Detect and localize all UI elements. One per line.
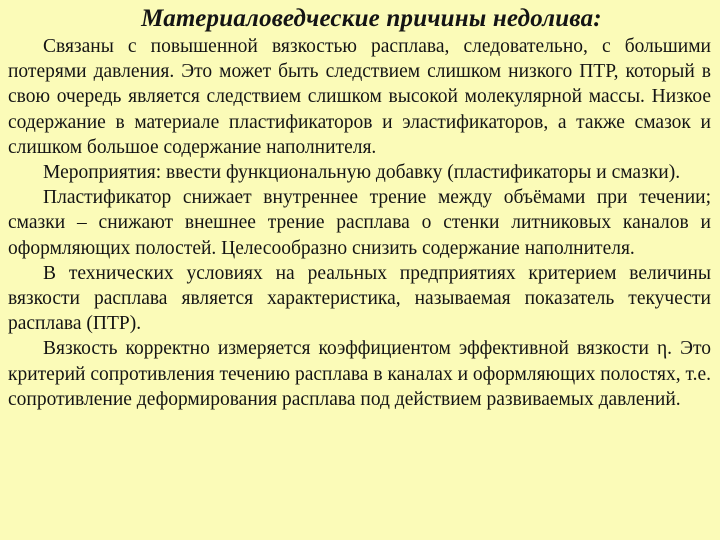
paragraph-causes: Связаны с повышенной вязкостью расплава, следовательно, с большими потерями давления. Это может быть следствием слишком низкого ПТР, который в свою очередь является следствием слишком высокой молекулярной массы. Низкое содержание в материале пластификаторов и эластификаторов, а также смазок и слишком большое содержание наполнителя. bbox=[8, 36, 711, 158]
paragraph-measures: Мероприятия: ввести функциональную добавку (пластификаторы и смазки). bbox=[43, 162, 681, 184]
paragraph-plasticizer: Пластификатор снижает внутреннее трение между объёмами при течении; смазки – снижают внешнее трение расплава о стенки литниковых каналов и оформляющих полостей. Целесообразно снизить содержание наполнителя. bbox=[8, 187, 711, 259]
slide-title: Материаловедческие причины недолива: bbox=[141, 5, 602, 32]
paragraph-technical-conditions: В технических условиях на реальных предприятиях критерием величины вязкости расплава является характеристика, называемая показатель текучести расплава (ПТР). bbox=[8, 262, 711, 335]
paragraph-viscosity: Вязкость корректно измеряется коэффициентом эффективной вязкости η. Это критерий сопротивления течению расплава в каналах и оформляющих полостях, т.е. сопротивление деформирования расплава под действием развиваемых давлений. bbox=[8, 338, 711, 410]
